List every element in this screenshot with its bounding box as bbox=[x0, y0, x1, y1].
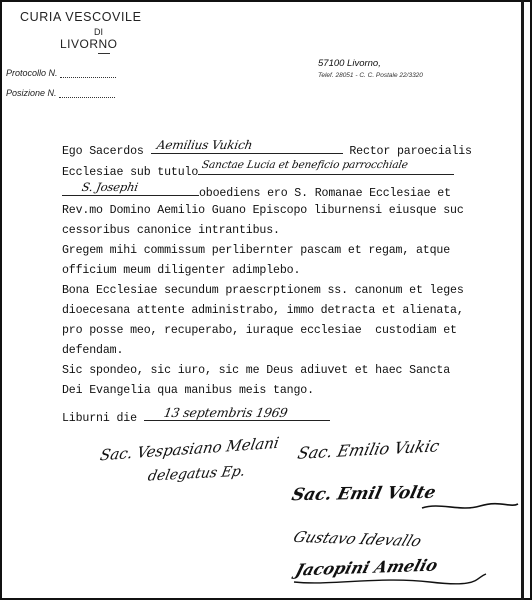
oath-line-1 bbox=[62, 138, 472, 158]
oath-line-4: Rev.mo Domino Aemilio Guano Episcopo liburnensi eiusque suc bbox=[62, 204, 464, 217]
oath-liburni-die: Liburni die bbox=[62, 412, 137, 425]
oath-line-9: dioecesana attente administrabo, immo detracta et alienata, bbox=[62, 304, 464, 317]
name-blank bbox=[151, 138, 343, 154]
posizione-field bbox=[6, 88, 115, 98]
oath-line-6: Gregem mihi commissum perlibernter pascam et regam, atque bbox=[62, 244, 451, 257]
oath-line-8: Bona Ecclesiae secundum praescrptionem ss. canonum et leges bbox=[62, 284, 464, 297]
letterhead-address: 57100 Livorno, bbox=[318, 58, 381, 69]
signature-right-4: Jacopini Amelio bbox=[293, 555, 440, 580]
oath-line-10: pro posse meo, recuperabo, iuraque ecclesiae custodiam et bbox=[62, 324, 457, 337]
handwritten-name: Aemilius Vukich bbox=[155, 138, 254, 152]
oath-line-7: officium meum diligenter adimplebo. bbox=[62, 264, 301, 277]
signature-right-2: Sac. Emil Volte bbox=[289, 482, 438, 506]
letterhead-title: CURIA VESCOVILE bbox=[20, 10, 142, 24]
oath-line-13: Dei Evangelia qua manibus meis tango. bbox=[62, 384, 314, 397]
signature-right-1: Sac. Emilio Vukic bbox=[295, 436, 442, 463]
signature-left-1: Sac. Vespasiano Melani bbox=[98, 433, 281, 465]
oath-rector: Rector paroecialis bbox=[349, 145, 472, 158]
letterhead-city: LIVORNO bbox=[60, 37, 118, 51]
scan-edge bbox=[521, 0, 524, 600]
letterhead-dash bbox=[98, 53, 110, 54]
oath-sub-tutulo: Ecclesiae sub tutulo bbox=[62, 166, 199, 179]
date-blank bbox=[144, 405, 330, 421]
oath-line-5: cessoribus canonice intrantibus. bbox=[62, 224, 280, 237]
title-blank-1 bbox=[198, 159, 454, 175]
oath-date-line bbox=[62, 405, 330, 425]
letterhead-tel: Telef. 28051 - C. C. Postale 22/3320 bbox=[318, 72, 423, 79]
oath-line-2 bbox=[62, 159, 454, 179]
handwritten-date: 13 septembris 1969 bbox=[162, 405, 289, 420]
protocollo-label: Protocollo N. bbox=[6, 68, 58, 78]
handwritten-title-1: Sanctae Lucia et beneficio parrocchiale bbox=[201, 159, 409, 171]
protocollo-line bbox=[60, 77, 116, 78]
oath-line-11: defendam. bbox=[62, 344, 124, 357]
signature-left-2: delegatus Ep. bbox=[146, 463, 247, 485]
posizione-line bbox=[59, 97, 115, 98]
protocollo-field bbox=[6, 68, 116, 78]
signature-flourish-1 bbox=[420, 498, 520, 514]
letterhead-di: DI bbox=[94, 27, 103, 37]
oath-line-3 bbox=[62, 180, 451, 200]
signature-flourish-2 bbox=[290, 570, 490, 588]
oath-oboediens: oboediens ero S. Romanae Ecclesiae et bbox=[199, 187, 451, 200]
posizione-label: Posizione N. bbox=[6, 88, 57, 98]
title-blank-2 bbox=[62, 180, 199, 196]
handwritten-title-2: S. Josephi bbox=[80, 180, 140, 194]
signature-right-3: Gustavo Idevallo bbox=[290, 527, 425, 551]
oath-ego-sacerdos: Ego Sacerdos bbox=[62, 145, 144, 158]
oath-line-12: Sic spondeo, sic iuro, sic me Deus adiuvet et haec Sancta bbox=[62, 364, 451, 377]
